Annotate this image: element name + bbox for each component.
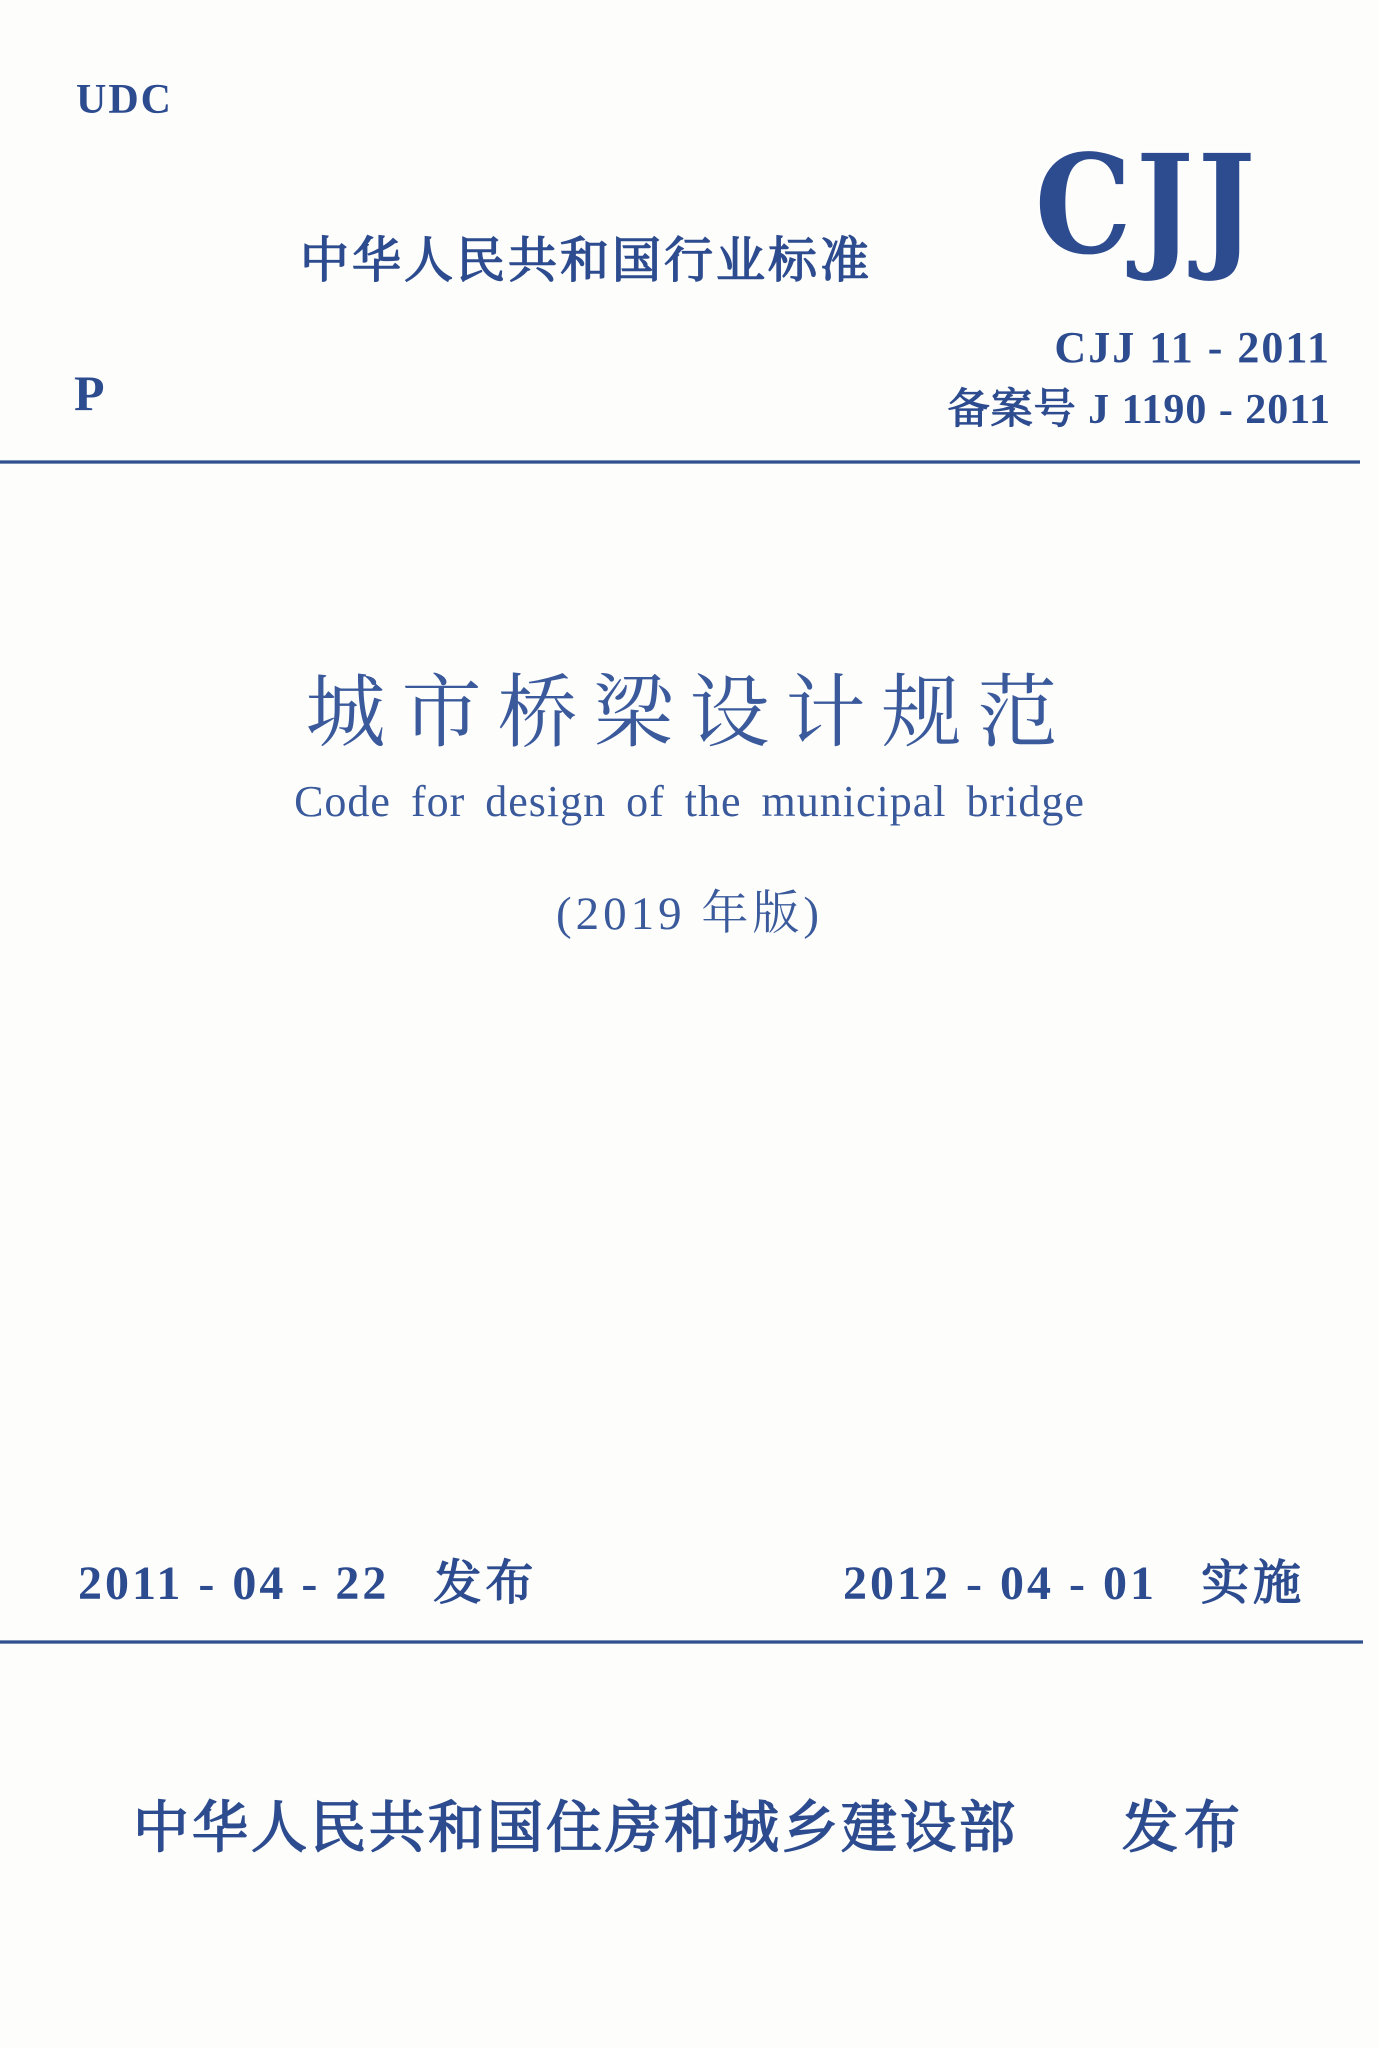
standard-type-heading: 中华人民共和国行业标准 [300, 234, 873, 288]
top-divider-rule [0, 460, 1360, 464]
publisher-name: 中华人民共和国住房和城乡建设部 [133, 1796, 1018, 1859]
dates-row [0, 1544, 1379, 1613]
publisher-line [0, 1784, 1379, 1864]
implement-date-group [843, 1544, 1305, 1613]
implement-label: 实施 [1200, 1557, 1305, 1610]
issue-date-group [78, 1544, 537, 1613]
main-title-en: Code for design of the municipal bridge [294, 777, 1085, 826]
record-number: 备案号 J 1190 - 2011 [947, 387, 1331, 433]
bottom-divider-rule [0, 1640, 1363, 1644]
udc-label: UDC [76, 77, 173, 123]
issue-date: 2011 - 04 - 22 [78, 1557, 390, 1610]
issue-label: 发布 [433, 1557, 538, 1610]
publisher-action: 发布 [1122, 1796, 1246, 1859]
standard-number: CJJ 11 - 2011 [1054, 323, 1331, 372]
edition-label: (2019 年版) [555, 888, 824, 940]
main-title-zh: 城市桥梁设计规范 [305, 670, 1074, 758]
p-classification-label: P [74, 365, 105, 421]
cjj-logo: CJJ [1034, 123, 1260, 285]
implement-date: 2012 - 04 - 01 [843, 1557, 1157, 1610]
